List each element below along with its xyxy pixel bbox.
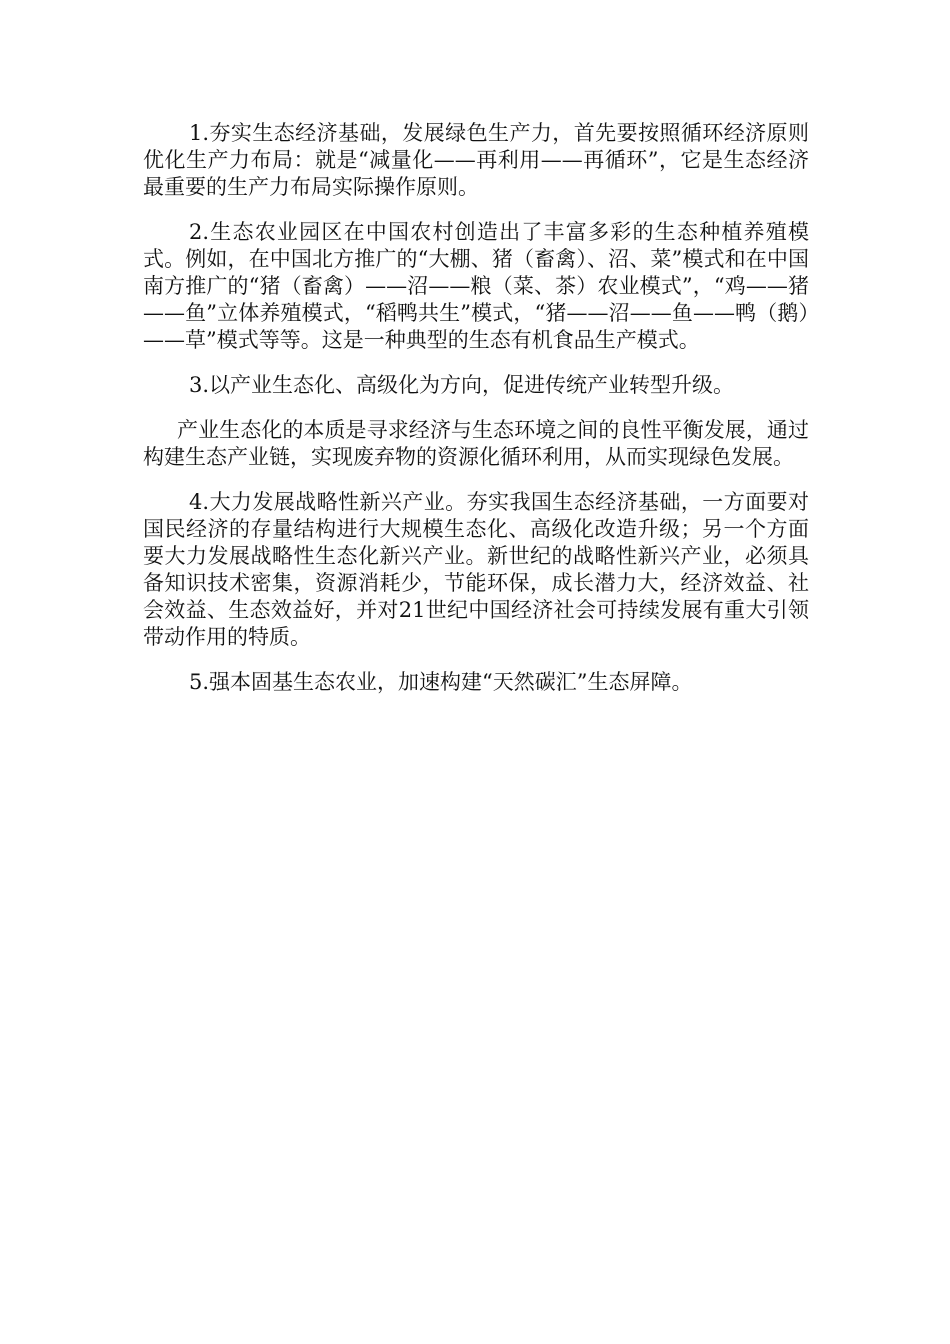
- document-body: [143, 120, 809, 714]
- paragraph-3: 3.以产业生态化、高级化为方向，促进传统产业转型升级。: [189, 373, 735, 397]
- paragraph-4: 产业生态化的本质是寻求经济与生态环境之间的良性平衡发展，通过构建生态产业链，实现废弃物的资源化循环利用，从而实现绿色发展。: [143, 418, 809, 469]
- paragraph-1: 1.夯实生态经济基础，发展绿色生产力，首先要按照循环经济原则优化生产力布局：就是“减量化——再利用——再循环”，它是生态经济最重要的生产力布局实际操作原则。: [143, 121, 809, 199]
- paragraph-5: 4.大力发展战略性新兴产业。夯实我国生态经济基础，一方面要对国民经济的存量结构进行大规模生态化、高级化改造升级；另一个方面要大力发展战略性生态化新兴产业。新世纪的战略性新兴产业，必须具备知识技术密集，资源消耗少，节能环保，成长潜力大，经济效益、社会效益、生态效益好，并对21世纪中国经济社会可持续发展有重大引领带动作用的特质。: [143, 490, 809, 649]
- paragraph-6: 5.强本固基生态农业，加速构建“天然碳汇”生态屏障。: [189, 670, 693, 694]
- paragraph-2: 2.生态农业园区在中国农村创造出了丰富多彩的生态种植养殖模式。例如，在中国北方推广的“大棚、猪（畜禽）、沼、菜”模式和在中国南方推广的“猪（畜禽）——沼——粮（菜、茶）农业模式”，“鸡——猪——鱼”立体养殖模式，“稻鸭共生”模式，“猪——沼——鱼——鸭（鹅）——草”模式等等。这是一种典型的生态有机食品生产模式。: [143, 220, 809, 352]
